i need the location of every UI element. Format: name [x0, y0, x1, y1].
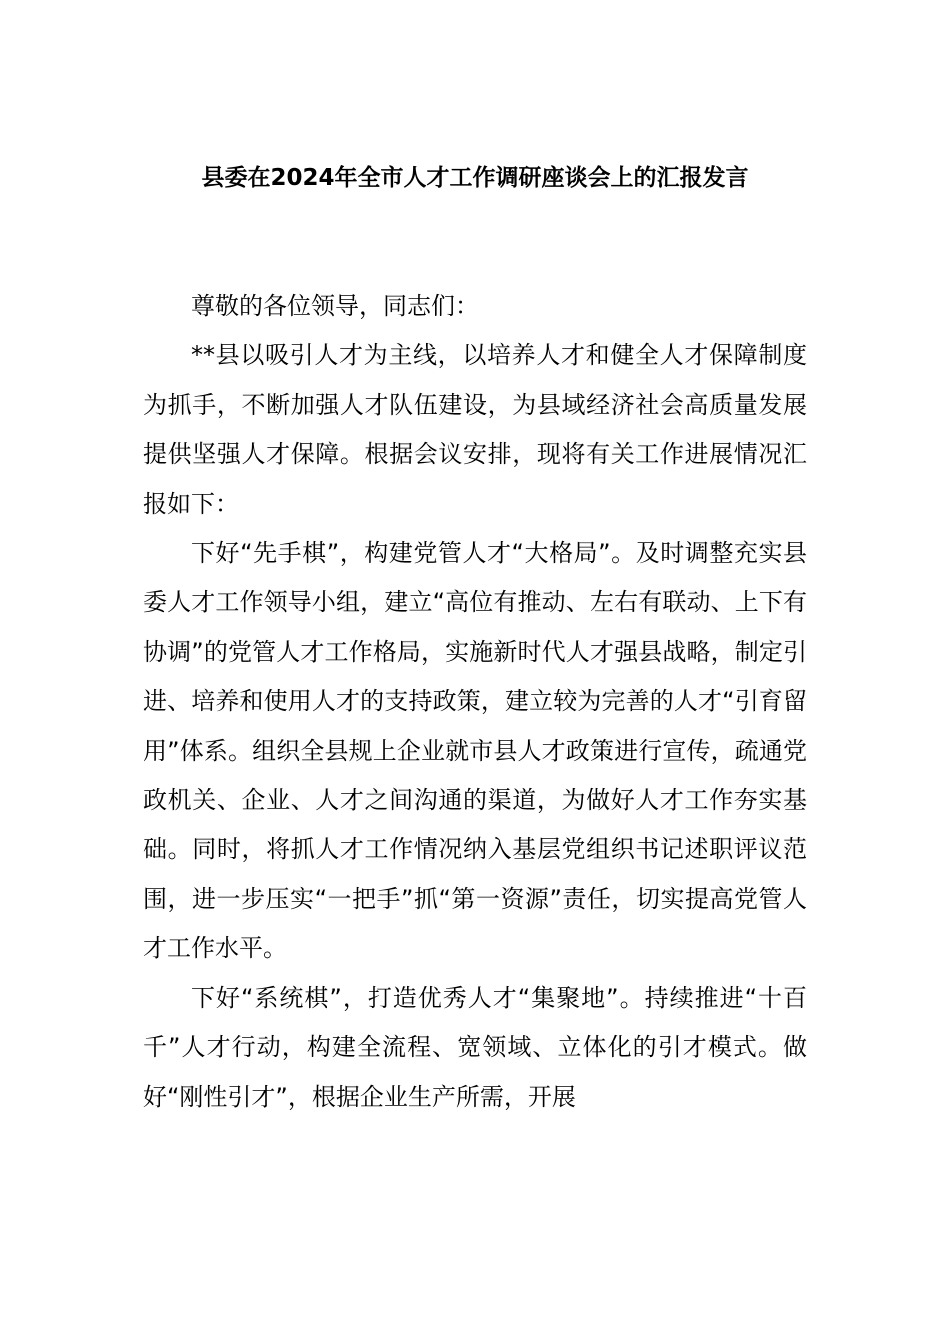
document-body: [143, 282, 807, 1122]
paragraph-section-2: 下好“系统棋”，打造优秀人才“集聚地”。持续推进“十百千”人才行动，构建全流程、宽领域、立体化的引才模式。做好“刚性引才”，根据企业生产所需，开展: [143, 983, 807, 1111]
paragraph-intro: **县以吸引人才为主线，以培养人才和健全人才保障制度为抓手，不断加强人才队伍建设，为县域经济社会高质量发展提供坚强人才保障。根据会议安排，现将有关工作进展情况汇报如下：: [143, 341, 807, 518]
greeting: 尊敬的各位领导，同志们：: [191, 292, 479, 320]
paragraph-section-1: 下好“先手棋”，构建党管人才“大格局”。及时调整充实县委人才工作领导小组，建立“高位有推动、左右有联动、上下有协调”的党管人才工作格局，实施新时代人才强县战略，制定引进、培养和使用人才的支持政策，建立较为完善的人才“引育留用”体系。组织全县规上企业就市县人才政策进行宣传，疏通党政机关、企业、人才之间沟通的渠道，为做好人才工作夯实基础。同时，将抓人才工作情况纳入基层党组织书记述职评议范围，进一步压实“一把手”抓“第一资源”责任，切实提高党管人才工作水平。: [143, 539, 807, 963]
document-title: 县委在2024年全市人才工作调研座谈会上的汇报发言: [201, 165, 749, 191]
